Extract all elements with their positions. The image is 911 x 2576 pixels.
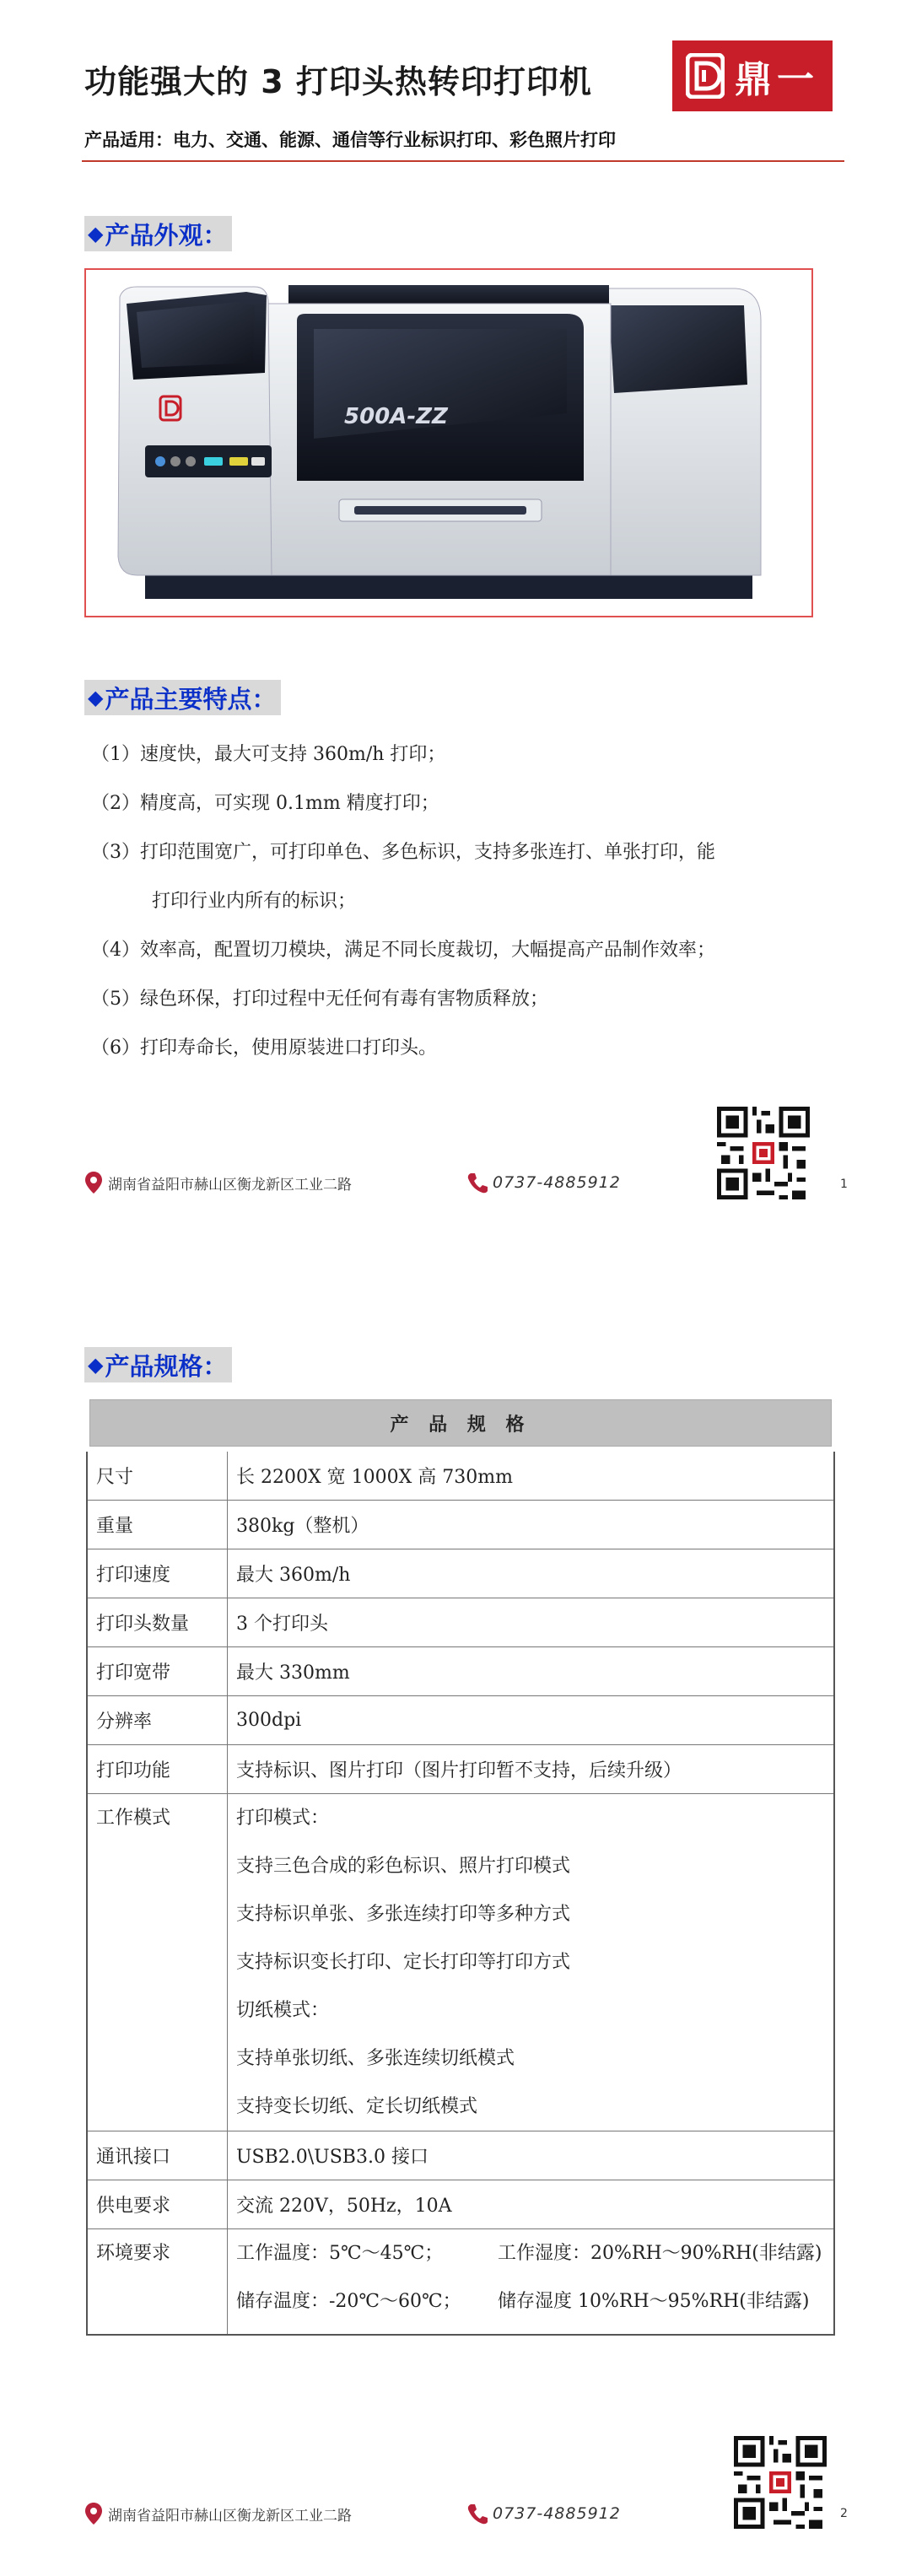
feature-item: （2）精度高，可实现 0.1mm 精度打印； — [91, 793, 439, 814]
spec-value: 300dpi — [228, 1696, 835, 1745]
logo-mark-icon — [686, 53, 725, 99]
page-footer — [84, 2502, 844, 2536]
diamond-bullet-icon: ◆ — [88, 222, 104, 245]
table-row — [87, 1647, 834, 1696]
feature-item: （1）速度快，最大可支持 360m/h 打印； — [91, 744, 446, 765]
table-row-environment — [87, 2229, 834, 2336]
feature-list — [91, 730, 833, 1073]
table-row — [87, 1501, 834, 1549]
phone-number: 0737-4885912 — [493, 1173, 621, 1192]
spec-table-heading: 产 品 规 格 — [87, 1397, 834, 1449]
spec-value: 最大 360m/h — [228, 1549, 835, 1598]
footer-phone — [466, 1171, 621, 1194]
page-number: 1 — [840, 1178, 848, 1191]
work-mode-line: 支持变长切纸、定长切纸模式 — [236, 2096, 478, 2117]
spec-value: 最大 330mm — [228, 1647, 835, 1696]
environment-line — [236, 2277, 825, 2325]
section-heading-appearance — [84, 216, 232, 251]
spec-table-header-row — [87, 1397, 834, 1449]
section-heading-specs — [84, 1347, 232, 1382]
logo-text: 鼎一 — [735, 58, 819, 101]
qr-code-icon — [734, 2436, 827, 2529]
spec-value-multiline — [228, 1794, 835, 2131]
footer-phone — [466, 2502, 621, 2525]
page-1 — [0, 0, 911, 1274]
table-row — [87, 1549, 834, 1598]
diamond-bullet-icon: ◆ — [88, 1353, 104, 1377]
work-mode-line: 打印模式： — [236, 1808, 330, 1829]
section-heading-label: 产品规格： — [105, 1351, 228, 1381]
diamond-bullet-icon: ◆ — [88, 686, 104, 709]
section-heading-label: 产品外观： — [105, 220, 228, 250]
spec-key: 打印速度 — [87, 1549, 228, 1598]
spec-key: 通讯接口 — [87, 2131, 228, 2180]
brand-logo — [672, 40, 833, 111]
work-mode-line: 切纸模式： — [236, 2000, 330, 2021]
table-row — [87, 2180, 834, 2229]
printer-illustration — [86, 270, 811, 616]
address-text: 湖南省益阳市赫山区衡龙新区工业二路 — [108, 2507, 352, 2525]
spec-key: 重量 — [87, 1501, 228, 1549]
environment-line — [236, 2229, 825, 2277]
spec-key: 打印功能 — [87, 1745, 228, 1794]
spec-key: 工作模式 — [87, 1794, 228, 2131]
feature-item-continued: 打印行业内所有的标识； — [152, 891, 357, 912]
phone-number: 0737-4885912 — [493, 2504, 621, 2523]
work-humidity: 工作湿度：20%RH～90%RH(非结露) — [498, 2243, 822, 2264]
spec-key: 尺寸 — [87, 1449, 228, 1501]
spec-value: 交流 220V，50Hz，10A — [228, 2180, 835, 2229]
spec-key: 打印头数量 — [87, 1598, 228, 1647]
work-mode-line: 支持单张切纸、多张连续切纸模式 — [236, 2048, 515, 2069]
product-photo — [84, 268, 813, 617]
feature-item: （6）打印寿命长，使用原装进口打印头。 — [91, 1037, 437, 1059]
feature-item: （5）绿色环保，打印过程中无任何有毒有害物质释放； — [91, 989, 548, 1010]
spec-table — [84, 1394, 837, 2336]
machine-model-label: 500A-ZZ — [344, 404, 448, 429]
location-pin-icon — [84, 2502, 103, 2525]
table-row — [87, 1598, 834, 1647]
spec-value: USB2.0\USB3.0 接口 — [228, 2131, 835, 2180]
page-subtitle: 产品适用：电力、交通、能源、通信等行业标识打印、彩色照片打印 — [84, 130, 616, 150]
table-row — [87, 1745, 834, 1794]
page-number: 2 — [840, 2507, 848, 2520]
spec-value: 3 个打印头 — [228, 1598, 835, 1647]
page-2 — [0, 1274, 911, 2576]
header-divider — [82, 160, 844, 162]
spec-value: 380kg（整机） — [228, 1501, 835, 1549]
spec-key: 分辨率 — [87, 1696, 228, 1745]
storage-temperature: 储存温度：-20℃～60℃； — [236, 2291, 461, 2312]
section-heading-label: 产品主要特点： — [105, 684, 277, 714]
spec-key: 供电要求 — [87, 2180, 228, 2229]
phone-icon — [466, 1171, 489, 1194]
storage-humidity: 储存湿度 10%RH～95%RH(非结露) — [498, 2291, 810, 2312]
location-pin-icon — [84, 1171, 103, 1194]
table-row — [87, 2131, 834, 2180]
spec-value: 支持标识、图片打印（图片打印暂不支持，后续升级） — [228, 1745, 835, 1794]
table-row-work-mode — [87, 1794, 834, 2131]
table-row — [87, 1449, 834, 1501]
address-text: 湖南省益阳市赫山区衡龙新区工业二路 — [108, 1176, 352, 1194]
spec-value: 长 2200X 宽 1000X 高 730mm — [228, 1449, 835, 1501]
spec-key: 打印宽带 — [87, 1647, 228, 1696]
table-row — [87, 1696, 834, 1745]
feature-item: （3）打印范围宽广，可打印单色、多色标识，支持多张连打、单张打印，能 — [91, 842, 715, 863]
qr-code-icon — [717, 1107, 810, 1199]
spec-key: 环境要求 — [87, 2229, 228, 2336]
work-mode-line: 支持三色合成的彩色标识、照片打印模式 — [236, 1856, 571, 1877]
spec-value-multiline — [228, 2229, 835, 2336]
footer-address — [84, 1171, 352, 1194]
page-title: 功能强大的 3 打印头热转印打印机 — [84, 63, 592, 100]
feature-item: （4）效率高，配置切刀模块，满足不同长度裁切，大幅提高产品制作效率； — [91, 940, 715, 961]
footer-address — [84, 2502, 352, 2525]
phone-icon — [466, 2502, 489, 2525]
work-mode-line: 支持标识单张、多张连续打印等多种方式 — [236, 1904, 571, 1925]
work-temperature: 工作温度：5℃～45℃； — [236, 2243, 444, 2264]
section-heading-features — [84, 680, 281, 715]
work-mode-line: 支持标识变长打印、定长打印等打印方式 — [236, 1952, 571, 1973]
